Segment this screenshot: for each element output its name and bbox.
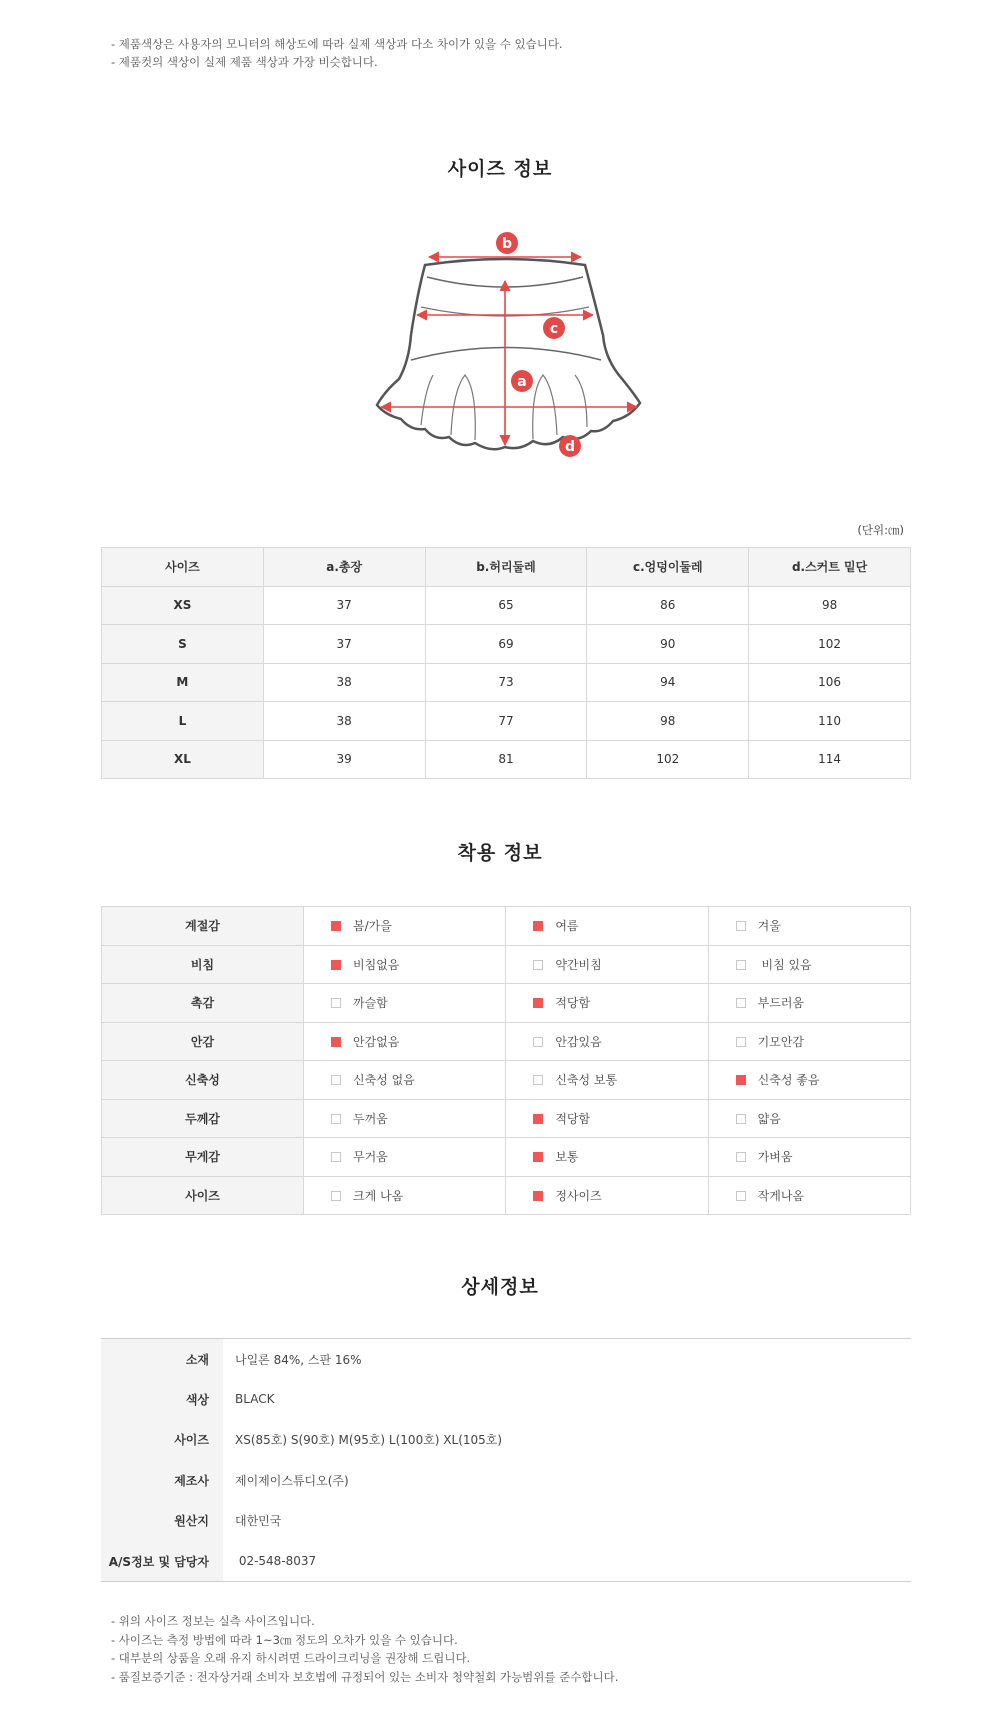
fit-option (708, 1022, 910, 1061)
checked-box-icon (331, 960, 341, 970)
label-d-badge (559, 435, 581, 457)
fit-option-label: 작게나옴 (757, 1188, 805, 1203)
header-size: 사이즈 (102, 548, 264, 587)
note-line: - 위의 사이즈 정보는 실측 사이즈입니다. (111, 1614, 315, 1628)
fit-row (102, 984, 911, 1023)
fit-option (304, 945, 506, 984)
fit-option (506, 907, 708, 946)
label-c: c (549, 321, 559, 337)
fit-option (708, 907, 910, 946)
fit-option (304, 907, 506, 946)
fit-option-label: 비침 있음 (757, 957, 812, 972)
checked-box-icon (533, 1191, 543, 1201)
fit-row (102, 1022, 911, 1061)
fit-row-label: 신축성 (102, 1061, 304, 1100)
fit-option-label: 보통 (555, 1150, 579, 1165)
fit-row (102, 1099, 911, 1138)
fit-option (708, 1176, 910, 1215)
fit-option-label: 신축성 없음 (353, 1073, 415, 1088)
bottom-notes (111, 1612, 618, 1686)
table-row (102, 740, 911, 779)
unchecked-box-icon (533, 1037, 543, 1047)
fit-row-label: 비침 (102, 945, 304, 984)
unchecked-box-icon (736, 1152, 746, 1162)
cell-hip: 94 (587, 663, 749, 702)
cell-hem: 102 (749, 625, 911, 664)
fit-row-label: 두께감 (102, 1099, 304, 1138)
fit-option-label: 정사이즈 (555, 1188, 602, 1203)
unchecked-box-icon (736, 998, 746, 1008)
fit-option (304, 1138, 506, 1177)
header-hem: d.스커트 밑단 (749, 548, 911, 587)
cell-waist: 81 (425, 740, 587, 779)
fit-option (506, 1022, 708, 1061)
cell-hip: 98 (587, 702, 749, 741)
cell-hem: 110 (749, 702, 911, 741)
fit-option-label: 부드러움 (757, 996, 805, 1011)
unchecked-box-icon (736, 960, 746, 970)
size-label: S (102, 625, 264, 664)
unchecked-box-icon (736, 1191, 746, 1201)
unchecked-box-icon (331, 1152, 341, 1162)
label-a: a (517, 374, 527, 390)
detail-label: 사이즈 (101, 1420, 223, 1461)
fit-option-label: 적당함 (555, 1111, 591, 1126)
note-line: - 제품컷의 색상이 실제 제품 색상과 가장 비슷합니다. (111, 55, 378, 69)
fit-option-label: 봄/가을 (353, 919, 392, 934)
fit-option (506, 1061, 708, 1100)
header-hip: c.엉덩이둘레 (587, 548, 749, 587)
cell-length: 37 (263, 625, 425, 664)
unchecked-box-icon (331, 1075, 341, 1085)
fit-option-label: 안감없음 (353, 1034, 400, 1049)
cell-hip: 86 (587, 586, 749, 625)
checked-box-icon (533, 921, 543, 931)
fit-option (708, 1138, 910, 1177)
detail-label: 제조사 (101, 1460, 223, 1501)
detail-value: BLACK (235, 1392, 275, 1407)
note-line: - 제품색상은 사용자의 모니터의 해상도에 따라 실제 색상과 다소 차이가 있을 수 있습니다. (111, 37, 563, 51)
detail-value: 대한민국 (235, 1514, 282, 1529)
checked-box-icon (533, 1114, 543, 1124)
unchecked-box-icon (331, 1114, 341, 1124)
fit-option (304, 1099, 506, 1138)
fit-option (304, 1176, 506, 1215)
table-row (102, 663, 911, 702)
fit-row (102, 945, 911, 984)
cell-length: 38 (263, 663, 425, 702)
skirt-measurement-diagram (355, 225, 660, 485)
fit-row (102, 1061, 911, 1100)
detail-value: XS(85호) S(90호) M(95호) L(100호) XL(105호) (235, 1433, 503, 1448)
label-b: b (501, 236, 513, 252)
detail-info-title: 상세정보 (461, 1276, 539, 1298)
checked-box-icon (533, 998, 543, 1008)
fit-option (506, 1176, 708, 1215)
checked-box-icon (736, 1075, 746, 1085)
detail-table (101, 1338, 911, 1582)
fit-row (102, 1138, 911, 1177)
detail-value: 02-548-8037 (235, 1554, 317, 1568)
cell-hem: 98 (749, 586, 911, 625)
unchecked-box-icon (533, 960, 543, 970)
detail-row (101, 1420, 911, 1461)
fit-row (102, 907, 911, 946)
cell-waist: 73 (425, 663, 587, 702)
fit-option (708, 984, 910, 1023)
cell-length: 37 (263, 586, 425, 625)
detail-value: 제이제이스튜디오(주) (235, 1473, 349, 1488)
fit-option-label: 신축성 보통 (555, 1073, 618, 1088)
top-notes (111, 35, 563, 71)
cell-length: 39 (263, 740, 425, 779)
label-b-badge (496, 232, 518, 254)
note-line: - 품질보증기준 : 전자상거래 소비자 보호법에 규정되어 있는 소비자 청약철회 가능범위를 준수합니다. (111, 1669, 619, 1684)
table-row (102, 586, 911, 625)
unit-label: (단위:㎝) (857, 523, 904, 537)
detail-label: A/S정보 및 담당자 (101, 1541, 223, 1582)
table-row (102, 702, 911, 741)
cell-waist: 69 (425, 625, 587, 664)
fit-option (506, 945, 708, 984)
detail-label: 소재 (101, 1339, 223, 1380)
unchecked-box-icon (533, 1075, 543, 1085)
fit-option-label: 약간비침 (555, 957, 602, 972)
fit-row-label: 무게감 (102, 1138, 304, 1177)
size-label: XS (102, 586, 264, 625)
fit-row (102, 1176, 911, 1215)
fit-option-label: 기모안감 (757, 1034, 805, 1049)
detail-row (101, 1339, 911, 1380)
note-line: - 대부분의 상품을 오래 유지 하시려면 드라이크리닝을 권장해 드립니다. (111, 1651, 471, 1665)
header-length: a.총장 (263, 548, 425, 587)
checked-box-icon (331, 921, 341, 931)
detail-label: 원산지 (101, 1501, 223, 1542)
fit-option-label: 무거움 (353, 1150, 388, 1165)
fit-option (506, 1099, 708, 1138)
label-c-badge (543, 317, 565, 339)
fit-row-label: 촉감 (102, 984, 304, 1023)
cell-waist: 65 (425, 586, 587, 625)
size-label: L (102, 702, 264, 741)
cell-hip: 102 (587, 740, 749, 779)
cell-waist: 77 (425, 702, 587, 741)
detail-row (101, 1460, 911, 1501)
fit-option-label: 가벼움 (757, 1150, 793, 1165)
label-a-badge (511, 370, 533, 392)
detail-row (101, 1541, 911, 1582)
unchecked-box-icon (736, 921, 746, 931)
detail-row (101, 1501, 911, 1542)
table-row (102, 625, 911, 664)
label-d: d (564, 439, 576, 455)
fit-option-label: 적당함 (555, 996, 591, 1011)
cell-length: 38 (263, 702, 425, 741)
fit-option-label: 두꺼움 (353, 1111, 388, 1126)
size-info-title: 사이즈 정보 (447, 158, 553, 180)
fit-option-label: 크게 나옴 (353, 1188, 404, 1203)
header-waist: b.허리둘레 (425, 548, 587, 587)
detail-label: 색상 (101, 1379, 223, 1420)
detail-value: 나일론 84%, 스판 16% (235, 1352, 362, 1367)
detail-row (101, 1379, 911, 1420)
cell-hem: 106 (749, 663, 911, 702)
fit-option (304, 1022, 506, 1061)
fit-info-title: 착용 정보 (457, 842, 543, 864)
fit-option (708, 945, 910, 984)
unchecked-box-icon (736, 1114, 746, 1124)
size-label: XL (102, 740, 264, 779)
fit-row-label: 사이즈 (102, 1176, 304, 1215)
note-line: - 사이즈는 측정 방법에 따라 1~3㎝ 정도의 오차가 있을 수 있습니다. (111, 1632, 458, 1647)
size-table (101, 547, 911, 779)
size-table-header (102, 548, 911, 587)
fit-option (506, 984, 708, 1023)
fit-option (506, 1138, 708, 1177)
fit-option-label: 얇음 (757, 1111, 781, 1126)
fit-option-label: 신축성 좋음 (757, 1073, 820, 1088)
fit-row-label: 계절감 (102, 907, 304, 946)
checked-box-icon (331, 1037, 341, 1047)
fit-option-label: 안감있음 (555, 1034, 602, 1049)
fit-option (304, 1061, 506, 1100)
fit-option (708, 1061, 910, 1100)
cell-hip: 90 (587, 625, 749, 664)
fit-option (304, 984, 506, 1023)
fit-option (708, 1099, 910, 1138)
fit-table (101, 906, 911, 1215)
unchecked-box-icon (331, 998, 341, 1008)
fit-option-label: 여름 (555, 919, 579, 934)
fit-option-label: 까슬함 (353, 996, 388, 1011)
fit-option-label: 겨울 (757, 919, 781, 934)
unchecked-box-icon (736, 1037, 746, 1047)
fit-row-label: 안감 (102, 1022, 304, 1061)
size-label: M (102, 663, 264, 702)
cell-hem: 114 (749, 740, 911, 779)
unchecked-box-icon (331, 1191, 341, 1201)
checked-box-icon (533, 1152, 543, 1162)
fit-option-label: 비침없음 (353, 957, 400, 972)
